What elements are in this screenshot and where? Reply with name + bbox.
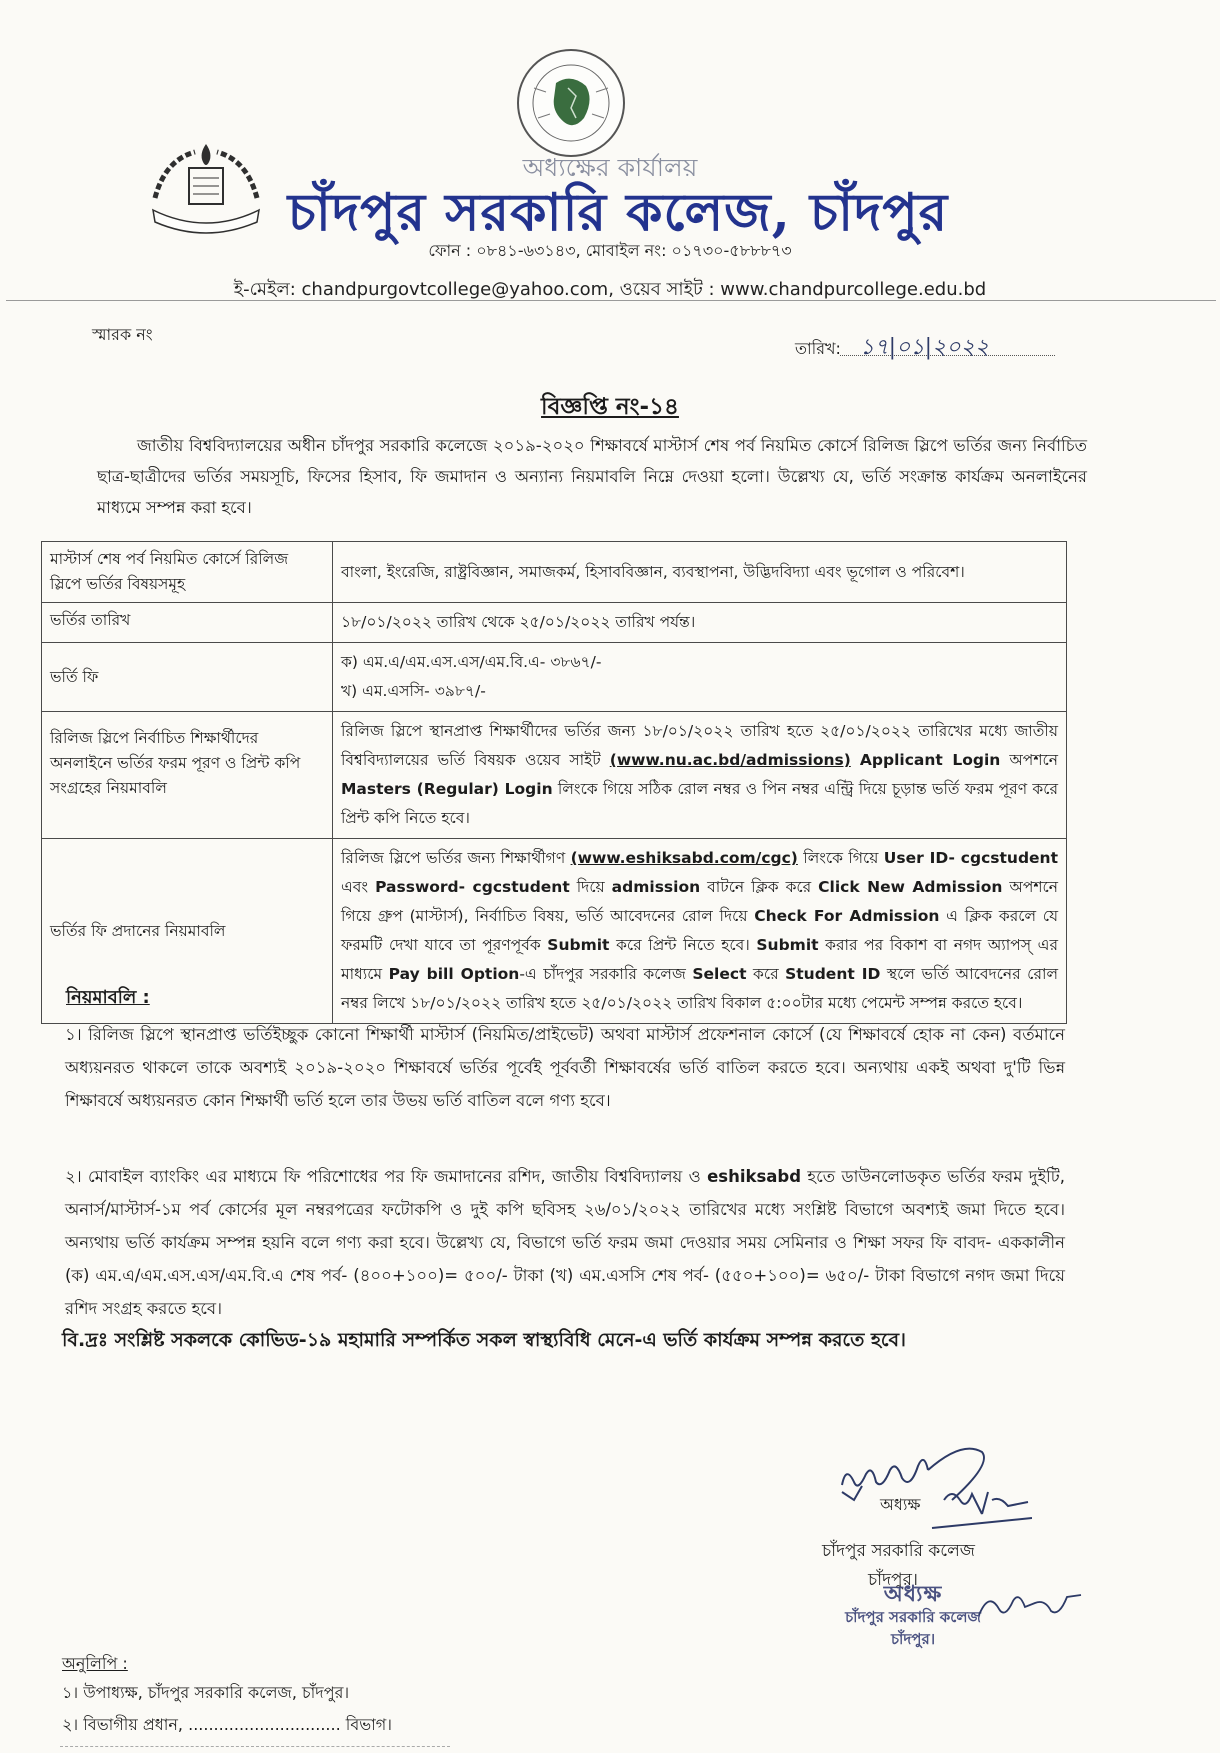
table-row <box>42 542 1067 603</box>
text-run: রিলিজ স্লিপে ভর্তির জন্য শিক্ষার্থীগণ <box>341 849 571 867</box>
table-row <box>42 643 1067 712</box>
table-row <box>42 712 1067 839</box>
principal-signature-icon <box>832 1430 1032 1540</box>
memo-number-label: স্মারক নং <box>92 325 153 344</box>
table-row <box>42 839 1067 1024</box>
admission-info-table <box>41 541 1067 1024</box>
header-divider <box>6 300 1216 301</box>
bold-run: Student ID <box>785 965 881 983</box>
online-form-value <box>333 712 1067 839</box>
rule-item-1: ১। রিলিজ স্লিপে স্থানপ্রাপ্ত ভর্তিইচ্ছুক কোনো শিক্ষার্থী মাস্টার্স (নিয়মিত/প্রাইভেট) অথবা মাস্টার্স প্রফেশনাল কোর্সে (যে শিক্ষাবর্ষে হোক না কেন) বর্তমানে অধ্যয়নরত থাকলে তাকে অবশ্যই ২০১৯-২০২০ শিক্ষাবর্ষে ভর্তির পূর্বেই পূর্ববর্তী শিক্ষাবর্ষের ভর্তি বাতিল করতে হবে। অন্যথায় একই অথবা দু'টি ভিন্ন শিক্ষাবর্ষে অধ্যয়নরত কোন শিক্ষার্থী ভর্তি হলে তার উভয় ভর্তি বাতিল বলে গণ্য হবে। <box>65 1025 1065 1110</box>
text-run: এবং <box>341 878 376 896</box>
stamp-signature-icon <box>975 1585 1085 1625</box>
footer-divider <box>60 1746 450 1747</box>
nu-admission-link[interactable]: (www.nu.ac.bd/admissions) <box>609 751 851 769</box>
signatory-college: চাঁদপুর সরকারি কলেজ <box>822 1541 975 1561</box>
stamp-city: চাঁদপুর। <box>890 1630 936 1648</box>
signatory-city: চাঁদপুর। <box>868 1570 919 1590</box>
bold-run: eshiksabd <box>707 1167 802 1186</box>
college-name: চাঁদপুর সরকারি কলেজ, চাঁদপুর <box>287 182 949 243</box>
payment-rules-value <box>333 839 1067 1024</box>
date-handwritten: ১৭|০১|২০২২ <box>860 335 990 360</box>
text-run: এ ক্লিক করলে যে ফরমটি দেখা যাবে তা পূরণপূর্বক <box>341 907 1058 954</box>
bold-run: Check For Admission <box>754 907 940 925</box>
bold-run: Select <box>692 965 747 983</box>
text-run: করে <box>746 965 786 983</box>
notice-intro: জাতীয় বিশ্ববিদ্যালয়ের অধীন চাঁদপুর সরকারি কলেজে ২০১৯-২০২০ শিক্ষাবর্ষে মাস্টার্স শেষ পর্ব নিয়মিত কোর্সে রিলিজ স্লিপে ভর্তির জন্য নির্বাচিত ছাত্র-ছাত্রীদের ভর্তির সময়সূচি, ফিসের হিসাব, ফি জমাদান ও অন্যান্য নিয়মাবলি নিম্নে দেওয়া হলো। উল্লেখ্য যে, ভর্তি সংক্রান্ত কার্যক্রম অনলাইনের মাধ্যমে সম্পন্ন করা হবে। <box>97 436 1087 517</box>
copies-heading: অনুলিপি : <box>62 1654 128 1673</box>
text-run: অপশনে গিয়ে গ্রুপ (মাস্টার্স), নির্বাচিত বিষয়, ভর্তি আবেদনের রোল দিয়ে <box>341 878 1058 925</box>
payment-rules-label: ভর্তির ফি প্রদানের নিয়মাবলি <box>42 839 333 1024</box>
covid-note: বি.দ্রঃ সংশ্লিষ্ট সকলকে কোভিড-১৯ মহামারি সম্পর্কিত সকল স্বাস্থ্যবিধি মেনে-এ ভর্তি কার্যক্রম সম্পন্ন করতে হবে। <box>62 1329 906 1351</box>
signatory-role: অধ্যক্ষ <box>880 1495 921 1514</box>
fee-item-msc: খ) এম.এসসি- ৩৯৮৭/- <box>341 682 486 700</box>
bold-run: Masters (Regular) Login <box>341 780 553 798</box>
date-label: তারিখ: <box>795 339 841 358</box>
bold-run: Password- cgcstudent <box>375 878 570 896</box>
bold-run: Submit <box>547 936 610 954</box>
text-run: রিলিজ স্লিপে স্থানপ্রাপ্ত শিক্ষার্থীদের ভর্তির জন্য ১৮/০১/২০২২ তারিখ হতে ২৫/০১/২০২২ তারিখের মধ্যে জাতীয় বিশ্ববিদ্যালয়ের ভর্তি বিষয়ক ওয়েব সাইট <box>341 722 1058 769</box>
text-run: বাটনে ক্লিক করে <box>700 878 819 896</box>
notice-title: বিজ্ঞপ্তি নং-১৪ <box>541 394 679 420</box>
bold-run: Submit <box>756 936 819 954</box>
text-run: দিয়ে <box>569 878 612 896</box>
bold-run: Click New Admission <box>818 878 1003 896</box>
copy-recipient-1: ১। উপাধ্যক্ষ, চাঁদপুর সরকারি কলেজ, চাঁদপুর। <box>62 1683 350 1702</box>
office-title: অধ্যক্ষের কার্যালয় <box>522 153 698 182</box>
online-form-label: রিলিজ স্লিপে নির্বাচিত শিক্ষার্থীদের অনলাইনে ভর্তির ফরম পূরণ ও প্রিন্ট কপি সংগ্রহের নিয়মাবলি <box>42 712 333 839</box>
text-run: করার পর বিকাশ বা নগদ অ্যাপস্ এর মাধ্যমে <box>341 936 1058 983</box>
text-run: অপশনে <box>1000 751 1058 769</box>
stamp-college: চাঁদপুর সরকারি কলেজ <box>845 1608 981 1626</box>
admission-fee-label: ভর্তি ফি <box>42 643 333 712</box>
email-line: ই-মেইল: chandpurgovtcollege@yahoo.com, ওয়েব সাইট : www.chandpurcollege.edu.bd <box>233 279 987 300</box>
text-run: স্থলে ভর্তি আবেদনের রোল নম্বর লিখে ১৮/০১/২০২২ তারিখ হতে ২৫/০১/২০২২ তারিখ বিকাল ৫:০০টার মধ্যে পেমেন্ট সম্পন্ন করতে হবে। <box>341 965 1059 1012</box>
stamp-title: অধ্যক্ষ <box>883 1582 943 1607</box>
text-run: হতে ডাউনলোডকৃত ভর্তির ফরম দুইটি, অনার্স/মাস্টার্স-১ম পর্ব কোর্সের মূল নম্বরপত্রের ফটোকপি ও দুই কপি ছবিসহ ২৬/০১/২০২২ তারিখের মধ্যে সংশ্লিষ্ট বিভাগে অবশ্যই জমা দিতে হবে। অন্যথায় ভর্তি কার্যক্রম সম্পন্ন হয়নি বলে গণ্য করা হবে। উল্লেখ্য যে, বিভাগে ভর্তি ফরম জমা দেওয়ার সময় সেমিনার ও শিক্ষা সফর ফি বাবদ- এককালীন (ক) এম.এ/এম.এস.এস/এম.বি.এ শেষ পর্ব- (৪০০+১০০)= ৫০০/- টাকা (খ) এম.এসসি শেষ পর্ব- (৫৫০+১০০)= ৬৫০/- টাকা বিভাগে নগদ জমা দিয়ে রশিদ সংগ্রহ করতে হবে। <box>65 1167 1065 1318</box>
subjects-value: বাংলা, ইংরেজি, রাষ্ট্রবিজ্ঞান, সমাজকর্ম, হিসাববিজ্ঞান, ব্যবস্থাপনা, উদ্ভিদবিদ্যা এবং ভূগোল ও পরিবেশ। <box>333 542 1067 603</box>
bold-run: admission <box>611 878 701 896</box>
bold-run: Applicant Login <box>859 751 1001 769</box>
admission-fee-value <box>333 643 1067 712</box>
bold-run: Pay bill Option <box>388 965 520 983</box>
subjects-label: মাস্টার্স শেষ পর্ব নিয়মিত কোর্সে রিলিজ স্লিপে ভর্তির বিষয়সমূহ <box>42 542 333 603</box>
admission-date-label: ভর্তির তারিখ <box>42 603 333 643</box>
fee-item-ma: ক) এম.এ/এম.এস.এস/এম.বি.এ- ৩৮৬৭/- <box>341 653 602 671</box>
text-run: লিংকে গিয়ে <box>797 849 884 867</box>
admission-date-value: ১৮/০১/২০২২ তারিখ থেকে ২৫/০১/২০২২ তারিখ পর্যন্ত। <box>333 603 1067 643</box>
phone-line: ফোন : ০৮৪১-৬৩১৪৩, মোবাইল নং: ০১৭৩০-৫৮৮৮৭৩ <box>428 241 792 260</box>
eshiksa-link[interactable]: (www.eshiksabd.com/cgc) <box>570 849 798 867</box>
text-run: ২। মোবাইল ব্যাংকিং এর মাধ্যমে ফি পরিশোধের পর ফি জমাদানের রশিদ, জাতীয় বিশ্ববিদ্যালয় ও <box>65 1167 708 1186</box>
rule-item-2 <box>65 1160 1065 1325</box>
government-emblem-icon <box>516 48 626 158</box>
bold-run: User ID- cgcstudent <box>883 849 1059 867</box>
rules-heading: নিয়মাবলি : <box>66 987 150 1008</box>
text-run: -এ চাঁদপুর সরকারি কলেজ <box>519 965 693 983</box>
table-row <box>42 603 1067 643</box>
copy-recipient-2: ২। বিভাগীয় প্রধান, .............................. বিভাগ। <box>62 1715 393 1734</box>
text-run: লিংকে গিয়ে সঠিক রোল নম্বর ও পিন নম্বর এন্ট্রি দিয়ে চূড়ান্ত ভর্তি ফরম পূরণ করে প্রিন্ট কপি নিতে হবে। <box>341 780 1058 827</box>
text-run: করে প্রিন্ট নিতে হবে। <box>609 936 757 954</box>
